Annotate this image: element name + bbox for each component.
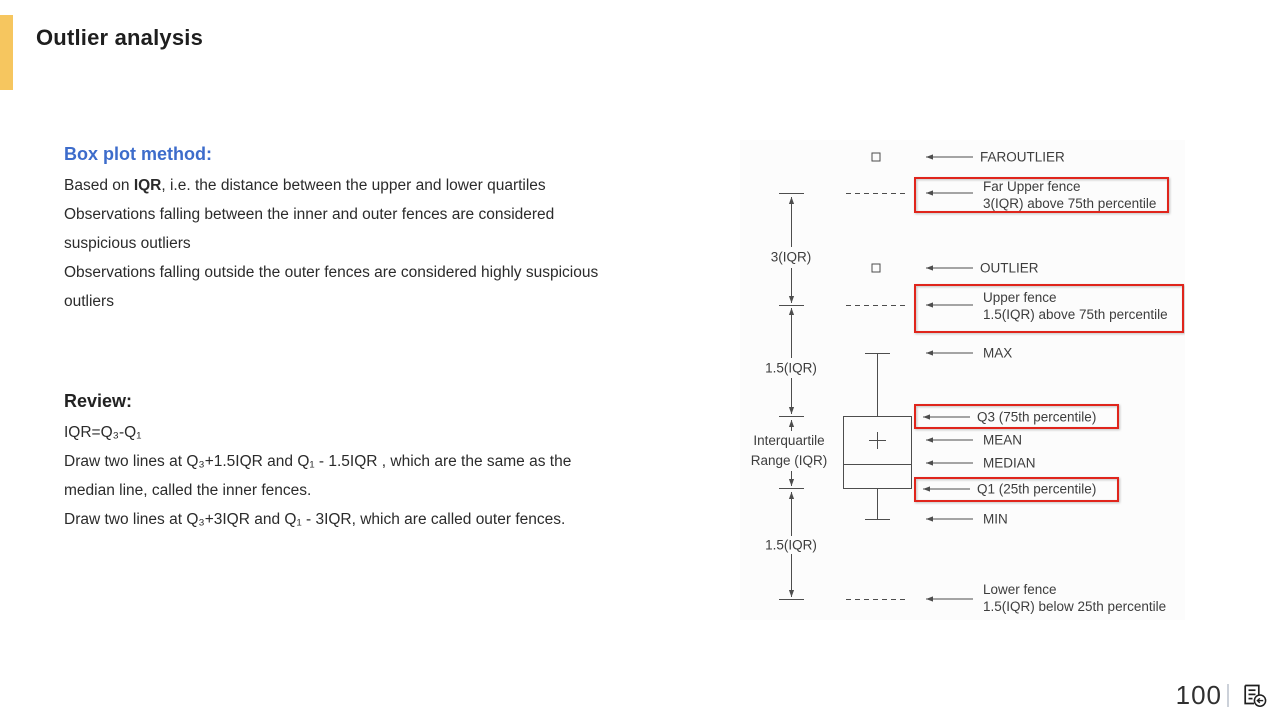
boxplot-diagram [740, 140, 1185, 620]
toc-return-icon[interactable] [1241, 682, 1268, 709]
far-upper-fence-line1: Far Upper fence [983, 179, 1081, 194]
method-line-1 [64, 171, 694, 200]
method-line1-suffix: , i.e. the distance between the upper and lower quartiles [161, 177, 546, 194]
review-line-4: Draw two lines at Q₃+3IQR and Q₁ - 3IQR, which are called outer fences. [64, 511, 566, 528]
max-label: MAX [983, 345, 1013, 361]
method-line-2: Observations falling between the inner and outer fences are considered [64, 206, 555, 223]
faroutlier-label: FAROUTLIER [980, 149, 1065, 165]
review-section [64, 389, 694, 534]
q1-label: Q1 (25th percentile) [977, 481, 1097, 497]
lower-fence-label [983, 582, 1166, 615]
review-line-3: median line, called the inner fences. [64, 482, 312, 499]
accent-bar [0, 15, 13, 90]
upper-fence-label [983, 290, 1168, 323]
upper-fence-line2: 1.5(IQR) above 75th percentile [983, 306, 1168, 322]
method-section [64, 142, 694, 316]
review-body [64, 418, 694, 534]
review-line-1: IQR=Q₃-Q₁ [64, 424, 142, 441]
lower-fence-line1: Lower fence [983, 582, 1057, 597]
q3-label: Q3 (75th percentile) [977, 409, 1097, 425]
iqr-range-line1: Interquartile [753, 433, 825, 448]
lower-fence-line2: 1.5(IQR) below 25th percentile [983, 598, 1167, 614]
measure-15iqr-bottom-label: 1.5(IQR) [765, 537, 817, 553]
min-label: MIN [983, 511, 1008, 527]
outlier-marker [872, 264, 880, 272]
far-upper-fence-line2: 3(IQR) above 75th percentile [983, 195, 1157, 211]
method-heading: Box plot method: [64, 144, 212, 164]
page-title: Outlier analysis [36, 25, 204, 50]
mean-label: MEAN [983, 432, 1023, 448]
far-upper-fence-label [983, 179, 1156, 212]
method-line-3: suspicious outliers [64, 235, 191, 252]
method-line1-prefix: Based on [64, 177, 134, 194]
median-label: MEDIAN [983, 455, 1036, 471]
upper-fence-line1: Upper fence [983, 290, 1057, 305]
faroutlier-marker [872, 153, 880, 161]
footer-divider [1227, 684, 1229, 707]
page-number: 100 [1175, 680, 1222, 710]
iqr-range-line2: Range (IQR) [750, 453, 828, 468]
review-heading: Review: [64, 391, 133, 411]
method-line-4: Observations falling outside the outer fences are considered highly suspicious [64, 264, 599, 281]
measure-3iqr-label: 3(IQR) [770, 249, 812, 265]
measure-15iqr-top-label: 1.5(IQR) [765, 360, 817, 376]
method-line1-bold: IQR [133, 177, 162, 194]
outlier-label: OUTLIER [980, 260, 1039, 276]
method-line-5: outliers [64, 293, 114, 310]
review-line-2: Draw two lines at Q₃+1.5IQR and Q₁ - 1.5IQR , which are the same as the [64, 453, 572, 470]
iqr-range-label [751, 431, 828, 471]
iqr-box [844, 417, 912, 489]
method-body [64, 171, 694, 316]
